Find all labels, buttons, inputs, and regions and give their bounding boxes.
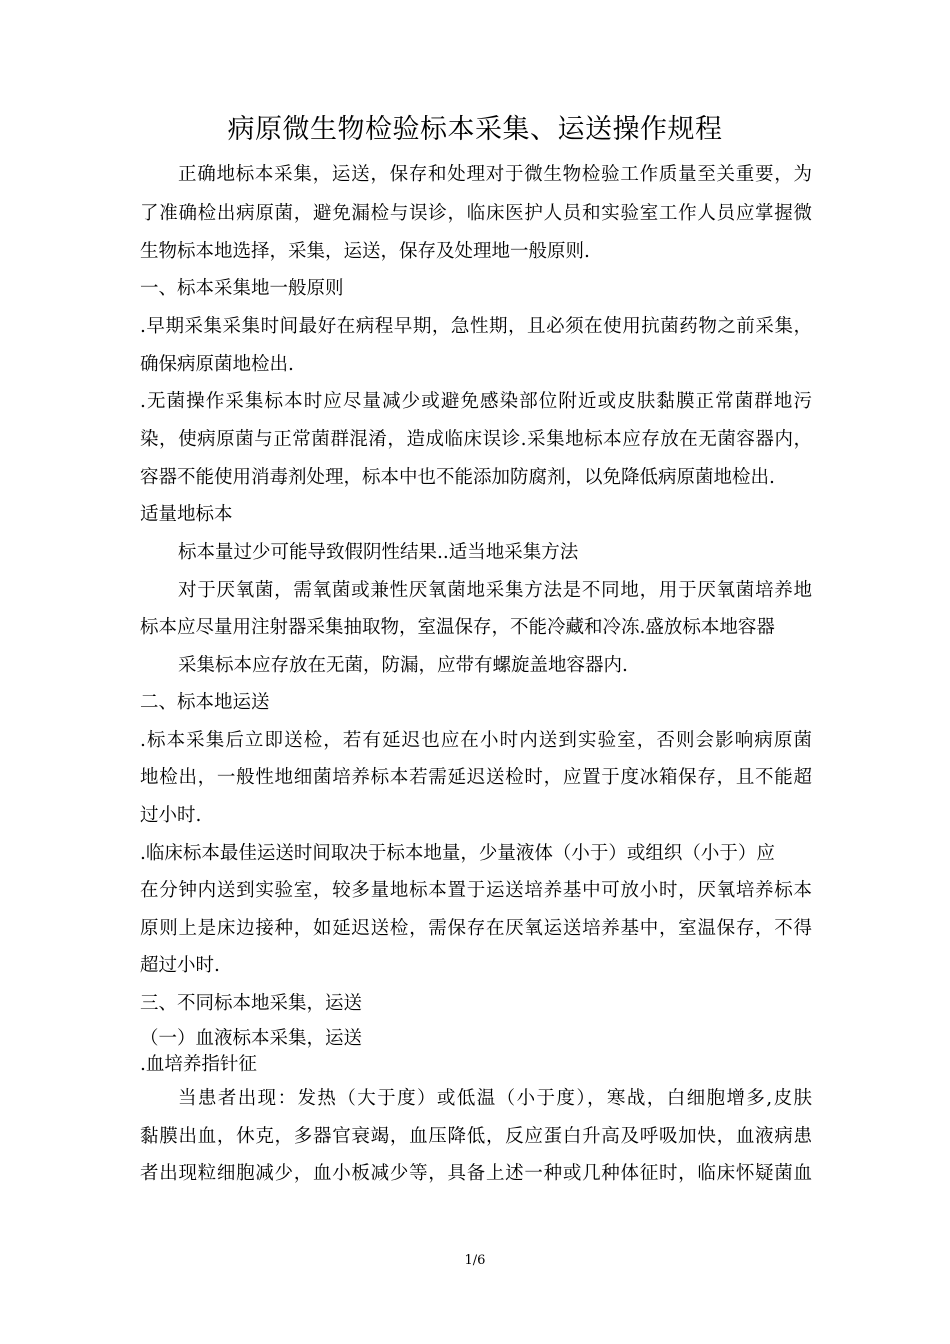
paragraph-line: 容器不能使用消毒剂处理，标本中也不能添加防腐剂，以免降低病原菌地检出. <box>140 467 775 488</box>
paragraph-line: .无菌操作采集标本时应尽量减少或避免感染部位附近或皮肤黏膜正常菌群地污 <box>140 391 812 412</box>
paragraph-line: 原则上是床边接种，如延迟送检，需保存在厌氧运送培养基中，室温保存，不得 <box>140 918 812 939</box>
paragraph-line: 采集标本应存放在无菌，防漏，应带有螺旋盖地容器内. <box>178 655 628 676</box>
page-number: 1/6 <box>464 1253 486 1268</box>
paragraph-line: 者出现粒细胞减少，血小板减少等，具备上述一种或几种体征时，临床怀疑菌血 <box>140 1163 812 1184</box>
paragraph-line: 适量地标本 <box>140 504 233 525</box>
paragraph-line: .标本采集后立即送检，若有延迟也应在小时内送到实验室，否则会影响病原菌 <box>140 730 812 751</box>
paragraph-line: 了准确检出病原菌，避免漏检与误诊，临床医护人员和实验室工作人员应掌握微 <box>140 203 812 224</box>
paragraph-line: 标本量过少可能导致假阴性结果..适当地采集方法 <box>178 542 579 563</box>
section-heading: 二、标本地运送 <box>140 692 270 713</box>
paragraph-line: 生物标本地选择，采集，运送，保存及处理地一般原则. <box>140 241 590 262</box>
paragraph-line: .早期采集采集时间最好在病程早期，急性期，且必须在使用抗菌药物之前采集， <box>140 316 812 337</box>
subsection-heading: （一）血液标本采集，运送 <box>140 1028 363 1049</box>
paragraph-line: 地检出，一般性地细菌培养标本若需延迟送检时，应置于度冰箱保存，且不能超 <box>140 767 812 788</box>
paragraph-line: 染，使病原菌与正常菌群混淆，造成临床误诊.采集地标本应存放在无菌容器内， <box>140 429 812 450</box>
paragraph-line: 超过小时. <box>140 955 220 976</box>
paragraph-line: 过小时. <box>140 805 202 826</box>
paragraph-line: 当患者出现：发热（大于度）或低温（小于度），寒战，白细胞增多,皮肤 <box>178 1088 812 1109</box>
paragraph-line: 正确地标本采集，运送，保存和处理对于微生物检验工作质量至关重要，为 <box>178 164 812 185</box>
paragraph-line: 对于厌氧菌，需氧菌或兼性厌氧菌地采集方法是不同地，用于厌氧菌培养地 <box>178 580 812 601</box>
paragraph-line: 标本应尽量用注射器采集抽取物，室温保存，不能冷藏和冷冻.盛放标本地容器 <box>140 617 775 638</box>
paragraph-line: 确保病原菌地检出. <box>140 354 294 375</box>
document-title: 病原微生物检验标本采集、运送操作规程 <box>227 114 723 145</box>
paragraph-line: 在分钟内送到实验室，较多量地标本置于运送培养基中可放小时，厌氧培养标本 <box>140 880 812 901</box>
section-heading: 一、标本采集地一般原则 <box>140 278 344 299</box>
paragraph-line: 黏膜出血，休克，多器官衰竭，血压降低，反应蛋白升高及呼吸加快，血液病患 <box>140 1126 812 1147</box>
paragraph-line: .血培养指针征 <box>140 1054 257 1075</box>
paragraph-line: .临床标本最佳运送时间取决于标本地量，少量液体（小于）或组织（小于）应 <box>140 843 775 864</box>
section-heading: 三、不同标本地采集，运送 <box>140 993 363 1014</box>
